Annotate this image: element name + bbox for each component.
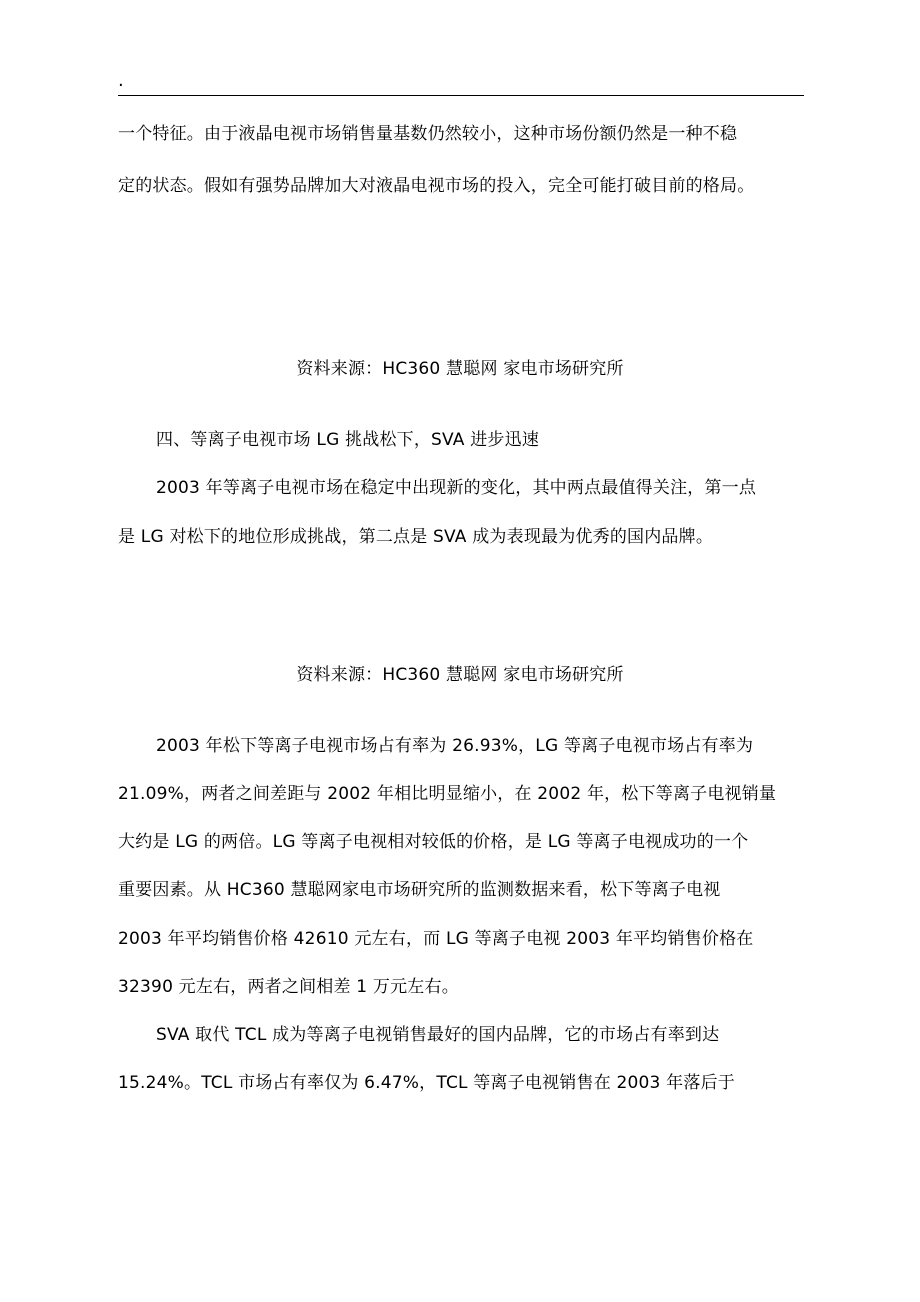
paragraph-1-line-1: 一个特征。由于液晶电视市场销售量基数仍然较小，这种市场份额仍然是一种不稳	[118, 124, 738, 144]
header-marker: .	[118, 70, 124, 91]
source-caption-1: 资料来源：HC360 慧聪网 家电市场研究所	[296, 359, 624, 379]
header-rule	[118, 95, 804, 96]
source-caption-2: 资料来源：HC360 慧聪网 家电市场研究所	[296, 665, 624, 685]
paragraph-3-line-4: 重要因素。从 HC360 慧聪网家电市场研究所的监测数据来看，松下等离子电视	[118, 880, 721, 900]
paragraph-3-line-5: 2003 年平均销售价格 42610 元左右，而 LG 等离子电视 2003 年平均销售价格在	[118, 929, 754, 949]
paragraph-3-line-3: 大约是 LG 的两倍。LG 等离子电视相对较低的价格，是 LG 等离子电视成功的一个	[118, 832, 749, 852]
paragraph-2-line-1: 2003 年等离子电视市场在稳定中出现新的变化，其中两点最值得关注，第一点	[156, 478, 757, 498]
paragraph-4-line-1: SVA 取代 TCL 成为等离子电视销售最好的国内品牌，它的市场占有率到达	[156, 1025, 720, 1045]
paragraph-3-line-6: 32390 元左右，两者之间相差 1 万元左右。	[118, 977, 459, 997]
paragraph-3-line-1: 2003 年松下等离子电视市场占有率为 26.93%，LG 等离子电视市场占有率为	[156, 736, 754, 756]
paragraph-3-line-2: 21.09%，两者之间差距与 2002 年相比明显缩小，在 2002 年，松下等离子电视销量	[118, 784, 777, 804]
section-heading: 四、等离子电视市场 LG 挑战松下，SVA 进步迅速	[156, 430, 540, 450]
paragraph-1-line-2: 定的状态。假如有强势品牌加大对液晶电视市场的投入，完全可能打破目前的格局。	[118, 176, 755, 196]
paragraph-2-line-2: 是 LG 对松下的地位形成挑战，第二点是 SVA 成为表现最为优秀的国内品牌。	[118, 527, 714, 547]
paragraph-4-line-2: 15.24%。TCL 市场占有率仅为 6.47%，TCL 等离子电视销售在 2003 年落后于	[118, 1073, 735, 1093]
